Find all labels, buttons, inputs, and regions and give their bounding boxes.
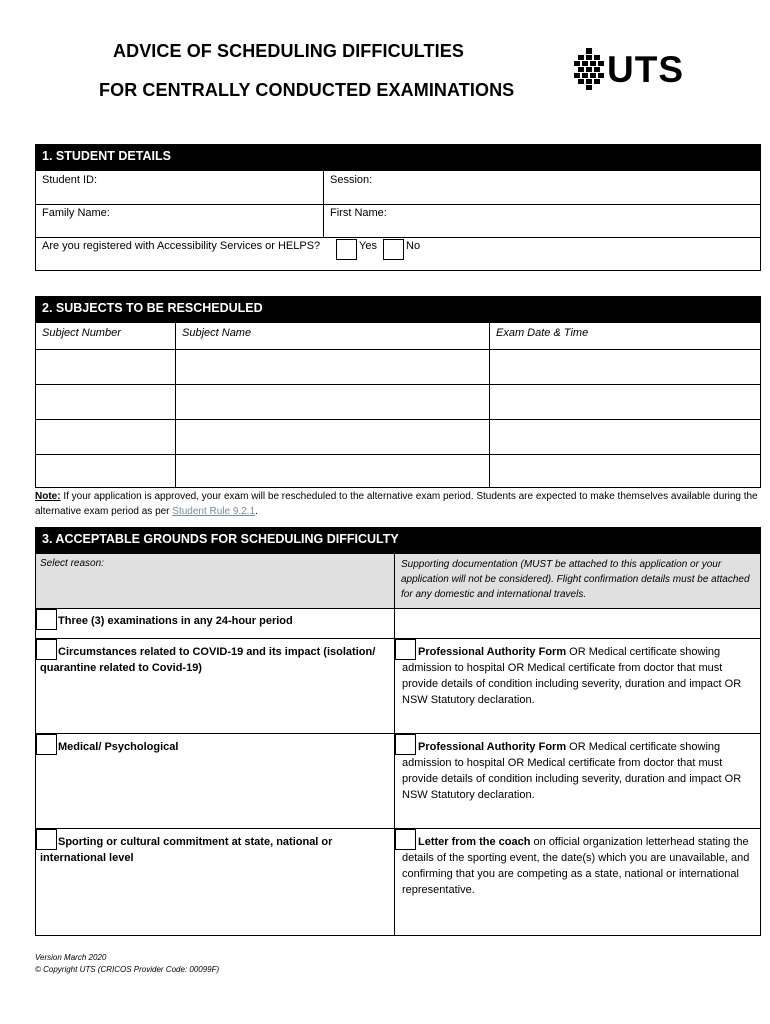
form-title-line2: FOR CENTRALLY CONDUCTED EXAMINATIONS xyxy=(99,80,515,100)
student-id-label: Student ID: xyxy=(42,174,98,186)
doc-medical-text xyxy=(402,739,754,803)
student-id-field[interactable] xyxy=(36,171,323,204)
subject-row-1[interactable] xyxy=(36,350,760,384)
grounds-heading: 3. ACCEPTABLE GROUNDS FOR SCHEDULING DIFFICULTY xyxy=(36,528,760,554)
col-subject-number: Subject Number xyxy=(42,327,121,339)
session-field[interactable] xyxy=(324,171,760,204)
option-covid-label: Circumstances related to COVID-19 and its impact (isolation/ quarantine related to Covid-19) xyxy=(40,646,376,674)
option-three-exams-label: Three (3) examinations in any 24-hour period xyxy=(58,615,293,627)
note-label: Note: xyxy=(35,491,61,502)
no-checkbox[interactable] xyxy=(383,239,404,260)
uts-emblem-icon xyxy=(574,48,604,94)
doc-medical-rest: OR Medical certificate showing admission to hospital OR Medical certificate from doctor that must provide details of condition including severity, duration and impact OR NSW Statutory declaration. xyxy=(402,741,742,801)
no-label: No xyxy=(406,240,421,252)
doc-medical-bold: Professional Authority Form xyxy=(418,741,567,753)
yes-label: Yes xyxy=(359,240,377,252)
yes-checkbox[interactable] xyxy=(336,239,357,260)
doc-covid-rest: OR Medical certificate showing admission to hospital OR Medical certificate from doctor that must provide details of condition including severity, duration and impact OR NSW Statutory declaration. xyxy=(402,646,742,706)
doc-sporting-bold: Letter from the coach xyxy=(418,836,531,848)
footer-version: Version March 2020 xyxy=(35,953,107,962)
student-rule-link[interactable]: Student Rule 9.2.1 xyxy=(172,506,256,517)
option-medical-checkbox[interactable] xyxy=(36,734,57,755)
col-exam-date-time: Exam Date & Time xyxy=(496,327,589,339)
select-reason-label: Select reason: xyxy=(40,558,104,569)
form-title-line1: ADVICE OF SCHEDULING DIFFICULTIES xyxy=(113,41,464,61)
footer-copyright: © Copyright UTS (CRICOS Provider Code: 00099F) xyxy=(35,965,220,974)
option-medical-label: Medical/ Psychological xyxy=(58,741,179,753)
note-end: . xyxy=(255,506,258,517)
grounds-section xyxy=(35,527,761,936)
option-sporting-label: Sporting or cultural commitment at state, national or international level xyxy=(40,836,333,864)
note-body: If your application is approved, your exam will be rescheduled to the alternative exam period. Students are expected to make themselves available during the alternative exam period as per xyxy=(35,491,758,517)
doc-sporting-rest: on official organization letterhead stating the details of the sporting event, the date(s) which you are unavailable, and confirming that you are competing as a state, national or international representative. xyxy=(402,836,750,896)
registered-question: Are you registered with Accessibility Services or HELPS? xyxy=(42,240,321,252)
subjects-heading: 2. SUBJECTS TO BE RESCHEDULED xyxy=(36,297,760,323)
student-details-section xyxy=(35,144,761,271)
supporting-doc-header: Supporting documentation (MUST be attached to this application or your application will not be considered). Flight confirmation details must be attached for any domestic and international travels. xyxy=(395,554,760,608)
subjects-section xyxy=(35,296,761,488)
first-name-label: First Name: xyxy=(330,207,387,219)
doc-covid-text xyxy=(402,644,754,708)
uts-logo-text: UTS xyxy=(607,49,684,90)
subject-row-2[interactable] xyxy=(36,385,760,419)
session-label: Session: xyxy=(330,174,373,186)
doc-sporting-text xyxy=(402,834,754,898)
first-name-field[interactable] xyxy=(324,204,760,237)
family-name-field[interactable] xyxy=(36,204,323,237)
doc-covid-bold: Professional Authority Form xyxy=(418,646,567,658)
col-subject-name: Subject Name xyxy=(182,327,252,339)
subject-row-4[interactable] xyxy=(36,455,760,488)
note-text xyxy=(35,489,761,519)
student-details-heading: 1. STUDENT DETAILS xyxy=(36,145,760,171)
option-three-exams-checkbox[interactable] xyxy=(36,609,57,630)
select-reason-header xyxy=(36,554,394,608)
uts-logo xyxy=(574,46,692,94)
family-name-label: Family Name: xyxy=(42,207,110,219)
subject-row-3[interactable] xyxy=(36,420,760,454)
